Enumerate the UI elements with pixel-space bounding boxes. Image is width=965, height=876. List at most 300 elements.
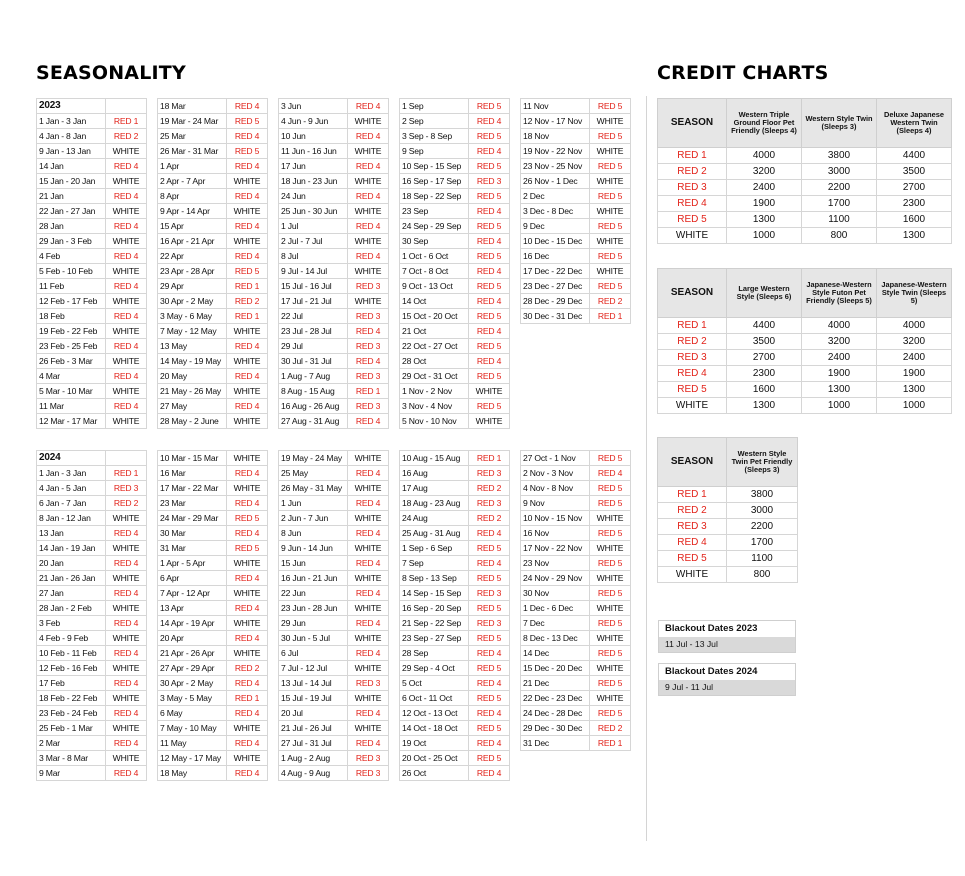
date-range: 20 Oct - 25 Oct xyxy=(400,751,469,766)
season-label: RED 5 xyxy=(590,616,631,631)
calendar-column xyxy=(36,98,147,429)
calendar-row xyxy=(37,159,147,174)
year-label: 2024 xyxy=(37,451,106,466)
date-range: 16 Sep - 20 Sep xyxy=(400,601,469,616)
season-label: RED 4 xyxy=(227,99,268,114)
date-range: 14 Sep - 15 Sep xyxy=(400,586,469,601)
season-label: RED 4 xyxy=(348,249,389,264)
date-range: 1 Aug - 2 Aug xyxy=(279,751,348,766)
calendar-row xyxy=(37,234,147,249)
date-range: 5 Oct xyxy=(400,676,469,691)
season-label: RED 4 xyxy=(469,646,510,661)
credit-value: 3500 xyxy=(877,164,952,180)
season-label: RED 4 xyxy=(469,526,510,541)
date-range: 15 Jul - 16 Jul xyxy=(279,279,348,294)
season-label: WHITE xyxy=(227,616,268,631)
season-label: WHITE xyxy=(106,661,147,676)
date-range: 1 Dec - 6 Dec xyxy=(521,601,590,616)
date-range: 26 Mar - 31 Mar xyxy=(158,144,227,159)
date-range: 30 Jul - 31 Jul xyxy=(279,354,348,369)
date-range: 14 Jan xyxy=(37,159,106,174)
season-label: RED 5 xyxy=(658,382,727,398)
calendar-row xyxy=(158,144,268,159)
season-label: RED 4 xyxy=(469,234,510,249)
date-range: 19 Mar - 24 Mar xyxy=(158,114,227,129)
calendar-row xyxy=(279,601,389,616)
date-range: 23 Mar xyxy=(158,496,227,511)
calendar-row xyxy=(400,601,510,616)
date-range: 1 Nov - 2 Nov xyxy=(400,384,469,399)
season-label: WHITE xyxy=(227,174,268,189)
season-column-header: SEASON xyxy=(658,438,727,487)
date-range: 8 Apr xyxy=(158,189,227,204)
season-label: RED 4 xyxy=(106,219,147,234)
date-range: 2 Dec xyxy=(521,189,590,204)
calendar-row xyxy=(37,99,147,114)
calendar-row xyxy=(400,481,510,496)
season-label: WHITE xyxy=(106,354,147,369)
calendar-row xyxy=(158,541,268,556)
date-range: 15 Jul - 19 Jul xyxy=(279,691,348,706)
calendar-column xyxy=(157,450,268,781)
date-range: 27 Aug - 31 Aug xyxy=(279,414,348,429)
calendar-row xyxy=(400,661,510,676)
calendar-row xyxy=(158,264,268,279)
date-range: 15 Oct - 20 Oct xyxy=(400,309,469,324)
date-range: 22 Apr xyxy=(158,249,227,264)
calendar-row xyxy=(521,721,631,736)
season-label: RED 4 xyxy=(348,99,389,114)
season-label: RED 4 xyxy=(469,264,510,279)
season-label: RED 5 xyxy=(590,99,631,114)
date-range: 15 Jun xyxy=(279,556,348,571)
calendar-row xyxy=(158,481,268,496)
season-label: RED 4 xyxy=(106,189,147,204)
season-label: WHITE xyxy=(590,601,631,616)
season-label: WHITE xyxy=(227,354,268,369)
date-range: 17 Feb xyxy=(37,676,106,691)
credit-row xyxy=(658,503,798,519)
season-label: RED 5 xyxy=(590,189,631,204)
date-range: 1 Jun xyxy=(279,496,348,511)
season-label: RED 5 xyxy=(590,496,631,511)
calendar-row xyxy=(521,114,631,129)
season-label: RED 1 xyxy=(658,487,727,503)
calendar-row xyxy=(400,369,510,384)
date-range: 9 Dec xyxy=(521,219,590,234)
calendar-row xyxy=(158,646,268,661)
season-label: RED 4 xyxy=(469,676,510,691)
credit-row xyxy=(658,535,798,551)
season-label: RED 4 xyxy=(227,496,268,511)
credit-row xyxy=(658,551,798,567)
calendar-row xyxy=(158,399,268,414)
calendar-row xyxy=(37,511,147,526)
season-label: RED 4 xyxy=(658,196,727,212)
calendar-row xyxy=(37,691,147,706)
credit-row xyxy=(658,366,952,382)
calendar-row xyxy=(158,751,268,766)
calendar-row xyxy=(37,354,147,369)
blackout-dates: 9 Jul - 11 Jul xyxy=(659,680,795,695)
season-label: WHITE xyxy=(106,511,147,526)
season-label: RED 5 xyxy=(590,129,631,144)
calendar-row xyxy=(400,204,510,219)
season-label: RED 5 xyxy=(227,541,268,556)
date-range: 28 Jan - 2 Feb xyxy=(37,601,106,616)
date-range: 21 Oct xyxy=(400,324,469,339)
date-range: 25 Mar xyxy=(158,129,227,144)
season-label: RED 4 xyxy=(469,354,510,369)
date-range: 1 Apr xyxy=(158,159,227,174)
date-range: 29 Jul xyxy=(279,339,348,354)
date-range: 20 Jul xyxy=(279,706,348,721)
calendar-row xyxy=(279,691,389,706)
season-label: RED 4 xyxy=(469,736,510,751)
season-label: RED 5 xyxy=(590,159,631,174)
calendar-row xyxy=(521,481,631,496)
date-range: 18 May xyxy=(158,766,227,781)
season-label: RED 4 xyxy=(106,646,147,661)
season-label: RED 3 xyxy=(348,399,389,414)
date-range: 29 Apr xyxy=(158,279,227,294)
date-range: 3 Jun xyxy=(279,99,348,114)
date-range: 6 Apr xyxy=(158,571,227,586)
date-range: 14 Oct xyxy=(400,294,469,309)
season-label: RED 4 xyxy=(348,129,389,144)
calendar-row xyxy=(158,691,268,706)
season-label: WHITE xyxy=(106,264,147,279)
calendar-row xyxy=(279,541,389,556)
calendar-row xyxy=(400,129,510,144)
season-label: WHITE xyxy=(348,294,389,309)
season-label: RED 5 xyxy=(590,526,631,541)
date-range: 29 Dec - 30 Dec xyxy=(521,721,590,736)
credit-row xyxy=(658,398,952,414)
date-range: 8 Aug - 15 Aug xyxy=(279,384,348,399)
season-label: RED 4 xyxy=(106,279,147,294)
room-type-header: Western Style Twin Pet Friendly (Sleeps 3) xyxy=(727,438,798,487)
calendar-row xyxy=(158,451,268,466)
calendar-row xyxy=(158,279,268,294)
season-label: RED 4 xyxy=(106,249,147,264)
blackout-title: Blackout Dates 2023 xyxy=(659,621,795,637)
calendar-row xyxy=(158,676,268,691)
date-range: 8 Dec - 13 Dec xyxy=(521,631,590,646)
date-range: 3 Nov - 4 Nov xyxy=(400,399,469,414)
calendar-row xyxy=(158,204,268,219)
date-range: 29 Jun xyxy=(279,616,348,631)
date-range: 28 Jan xyxy=(37,219,106,234)
calendar-row xyxy=(279,309,389,324)
date-range: 29 Sep - 4 Oct xyxy=(400,661,469,676)
date-range: 11 Mar xyxy=(37,399,106,414)
season-label: WHITE xyxy=(590,204,631,219)
date-range: 30 Apr - 2 May xyxy=(158,294,227,309)
calendar-row xyxy=(400,736,510,751)
season-label: RED 4 xyxy=(227,189,268,204)
season-label: RED 4 xyxy=(227,249,268,264)
date-range: 22 Jun xyxy=(279,586,348,601)
date-range: 2 Apr - 7 Apr xyxy=(158,174,227,189)
credit-table xyxy=(657,437,798,583)
date-range: 30 Apr - 2 May xyxy=(158,676,227,691)
date-range: 13 Jul - 14 Jul xyxy=(279,676,348,691)
season-label: RED 1 xyxy=(590,736,631,751)
credit-value: 1000 xyxy=(802,398,877,414)
credit-value: 1900 xyxy=(727,196,802,212)
credit-value: 3800 xyxy=(802,148,877,164)
season-label: WHITE xyxy=(348,601,389,616)
credit-value: 4400 xyxy=(727,318,802,334)
credit-value: 1900 xyxy=(877,366,952,382)
calendar-row xyxy=(521,219,631,234)
calendar-row xyxy=(279,264,389,279)
calendar-row xyxy=(400,526,510,541)
date-range: 23 Feb - 24 Feb xyxy=(37,706,106,721)
season-label: WHITE xyxy=(590,511,631,526)
calendar-row xyxy=(37,541,147,556)
season-label: WHITE xyxy=(590,541,631,556)
calendar-column xyxy=(520,450,631,751)
season-label: WHITE xyxy=(106,324,147,339)
date-range: 3 Mar - 8 Mar xyxy=(37,751,106,766)
date-range: 6 Jan - 7 Jan xyxy=(37,496,106,511)
season-label: RED 3 xyxy=(658,180,727,196)
calendar-row xyxy=(279,339,389,354)
calendar-row xyxy=(279,279,389,294)
calendar-row xyxy=(158,526,268,541)
date-range: 10 Mar - 15 Mar xyxy=(158,451,227,466)
season-label: RED 4 xyxy=(227,601,268,616)
date-range: 4 Nov - 8 Nov xyxy=(521,481,590,496)
date-range: 1 Apr - 5 Apr xyxy=(158,556,227,571)
calendar-row xyxy=(37,309,147,324)
season-label: WHITE xyxy=(227,481,268,496)
season-label: WHITE xyxy=(106,601,147,616)
season-label: RED 4 xyxy=(348,736,389,751)
season-label: RED 1 xyxy=(106,466,147,481)
date-range: 7 May - 12 May xyxy=(158,324,227,339)
calendar-row xyxy=(521,541,631,556)
date-range: 16 Nov xyxy=(521,526,590,541)
date-range: 30 Dec - 31 Dec xyxy=(521,309,590,324)
calendar-row xyxy=(279,736,389,751)
calendar-row xyxy=(37,706,147,721)
season-label: WHITE xyxy=(227,751,268,766)
date-range: 12 Feb - 17 Feb xyxy=(37,294,106,309)
season-label: WHITE xyxy=(227,721,268,736)
season-label: WHITE xyxy=(348,204,389,219)
season-label: RED 5 xyxy=(469,309,510,324)
season-label: RED 3 xyxy=(348,279,389,294)
date-range: 13 Apr xyxy=(158,601,227,616)
calendar-row xyxy=(521,571,631,586)
credit-value: 3200 xyxy=(877,334,952,350)
season-label: RED 3 xyxy=(348,339,389,354)
date-range: 15 Dec - 20 Dec xyxy=(521,661,590,676)
calendar-row xyxy=(521,144,631,159)
date-range: 10 Aug - 15 Aug xyxy=(400,451,469,466)
credit-value: 3500 xyxy=(727,334,802,350)
season-label: RED 3 xyxy=(658,350,727,366)
date-range: 20 May xyxy=(158,369,227,384)
calendar-row xyxy=(279,511,389,526)
season-label: RED 1 xyxy=(658,318,727,334)
date-range: 19 Nov - 22 Nov xyxy=(521,144,590,159)
season-label: RED 3 xyxy=(348,369,389,384)
date-range: 23 Nov - 25 Nov xyxy=(521,159,590,174)
calendar-row xyxy=(521,294,631,309)
season-label: WHITE xyxy=(348,144,389,159)
season-label: WHITE xyxy=(590,661,631,676)
date-range: 3 May - 5 May xyxy=(158,691,227,706)
credit-row xyxy=(658,148,952,164)
date-range: 11 Jun - 16 Jun xyxy=(279,144,348,159)
season-label: WHITE xyxy=(106,721,147,736)
season-label: WHITE xyxy=(590,264,631,279)
date-range: 21 Dec xyxy=(521,676,590,691)
season-label: WHITE xyxy=(348,174,389,189)
calendar-row xyxy=(521,601,631,616)
season-label: RED 4 xyxy=(227,631,268,646)
date-range: 9 Jul - 14 Jul xyxy=(279,264,348,279)
credit-value: 1300 xyxy=(727,398,802,414)
calendar-row xyxy=(400,646,510,661)
date-range: 21 Jul - 26 Jul xyxy=(279,721,348,736)
date-range: 1 Sep xyxy=(400,99,469,114)
section-divider xyxy=(646,96,647,841)
date-range: 13 Jan xyxy=(37,526,106,541)
date-range: 7 Oct - 8 Oct xyxy=(400,264,469,279)
season-label: RED 4 xyxy=(348,219,389,234)
calendar-row xyxy=(279,661,389,676)
season-label: RED 4 xyxy=(469,294,510,309)
credit-value: 800 xyxy=(727,567,798,583)
date-range: 28 May - 2 June xyxy=(158,414,227,429)
date-range: 30 Jun - 5 Jul xyxy=(279,631,348,646)
date-range: 10 Feb - 11 Feb xyxy=(37,646,106,661)
date-range: 9 Sep xyxy=(400,144,469,159)
calendar-row xyxy=(158,114,268,129)
date-range: 18 Jun - 23 Jun xyxy=(279,174,348,189)
date-range: 24 Dec - 28 Dec xyxy=(521,706,590,721)
calendar-row xyxy=(521,661,631,676)
season-label: RED 4 xyxy=(348,414,389,429)
season-label: WHITE xyxy=(227,556,268,571)
season-label: RED 5 xyxy=(227,144,268,159)
calendar-row xyxy=(37,601,147,616)
season-label: RED 4 xyxy=(227,676,268,691)
date-range: 1 Jul xyxy=(279,219,348,234)
date-range: 31 Mar xyxy=(158,541,227,556)
calendar-row xyxy=(279,204,389,219)
season-label: WHITE xyxy=(348,264,389,279)
date-range: 14 May - 19 May xyxy=(158,354,227,369)
date-range: 21 Jan xyxy=(37,189,106,204)
calendar-row xyxy=(521,511,631,526)
calendar-row xyxy=(158,369,268,384)
season-label: WHITE xyxy=(106,414,147,429)
date-range: 7 Jul - 12 Jul xyxy=(279,661,348,676)
calendar-row xyxy=(37,249,147,264)
calendar-row xyxy=(279,526,389,541)
season-label: RED 1 xyxy=(106,114,147,129)
season-label: RED 1 xyxy=(590,309,631,324)
season-label: RED 4 xyxy=(590,466,631,481)
season-label: WHITE xyxy=(590,174,631,189)
credit-row xyxy=(658,164,952,180)
credit-value: 2200 xyxy=(727,519,798,535)
calendar-row xyxy=(158,309,268,324)
date-range: 23 Nov xyxy=(521,556,590,571)
season-label: RED 4 xyxy=(227,736,268,751)
date-range: 14 Apr - 19 Apr xyxy=(158,616,227,631)
season-label: RED 2 xyxy=(469,481,510,496)
date-range: 16 Sep - 17 Sep xyxy=(400,174,469,189)
credit-value: 4000 xyxy=(877,318,952,334)
calendar-row xyxy=(37,676,147,691)
blackout-dates: 11 Jul - 13 Jul xyxy=(659,637,795,652)
date-range: 10 Sep - 15 Sep xyxy=(400,159,469,174)
calendar-row xyxy=(37,451,147,466)
credit-value: 1600 xyxy=(727,382,802,398)
date-range: 16 Apr - 21 Apr xyxy=(158,234,227,249)
season-label: RED 4 xyxy=(106,369,147,384)
season-label: WHITE xyxy=(106,384,147,399)
date-range: 24 Nov - 29 Nov xyxy=(521,571,590,586)
date-range: 24 Sep - 29 Sep xyxy=(400,219,469,234)
calendar-row xyxy=(521,264,631,279)
calendar-column xyxy=(278,98,389,429)
season-column-header: SEASON xyxy=(658,99,727,148)
season-label: RED 4 xyxy=(469,144,510,159)
calendar-row xyxy=(400,99,510,114)
date-range: 11 Feb xyxy=(37,279,106,294)
calendar-row xyxy=(521,616,631,631)
season-label: WHITE xyxy=(227,324,268,339)
season-label: RED 4 xyxy=(106,586,147,601)
calendar-row xyxy=(400,721,510,736)
season-label: RED 2 xyxy=(469,511,510,526)
credit-value: 4000 xyxy=(727,148,802,164)
season-label: RED 5 xyxy=(469,721,510,736)
date-range: 21 Sep - 22 Sep xyxy=(400,616,469,631)
season-label: WHITE xyxy=(106,691,147,706)
calendar-row xyxy=(37,189,147,204)
season-label: RED 5 xyxy=(469,279,510,294)
calendar-row xyxy=(521,159,631,174)
calendar-row xyxy=(158,631,268,646)
credit-value: 1300 xyxy=(877,228,952,244)
season-label: RED 2 xyxy=(658,164,727,180)
date-range: 18 Feb - 22 Feb xyxy=(37,691,106,706)
season-label: WHITE xyxy=(590,114,631,129)
calendar-row xyxy=(37,114,147,129)
calendar-row xyxy=(400,586,510,601)
season-label: WHITE xyxy=(590,571,631,586)
date-range: 18 Mar xyxy=(158,99,227,114)
calendar-row xyxy=(400,496,510,511)
date-range: 4 Jan - 8 Jan xyxy=(37,129,106,144)
season-label: RED 4 xyxy=(348,324,389,339)
date-range: 14 Dec xyxy=(521,646,590,661)
date-range: 5 Nov - 10 Nov xyxy=(400,414,469,429)
season-label: RED 5 xyxy=(469,661,510,676)
date-range: 19 Feb - 22 Feb xyxy=(37,324,106,339)
season-label: RED 4 xyxy=(469,706,510,721)
calendar-row xyxy=(279,466,389,481)
